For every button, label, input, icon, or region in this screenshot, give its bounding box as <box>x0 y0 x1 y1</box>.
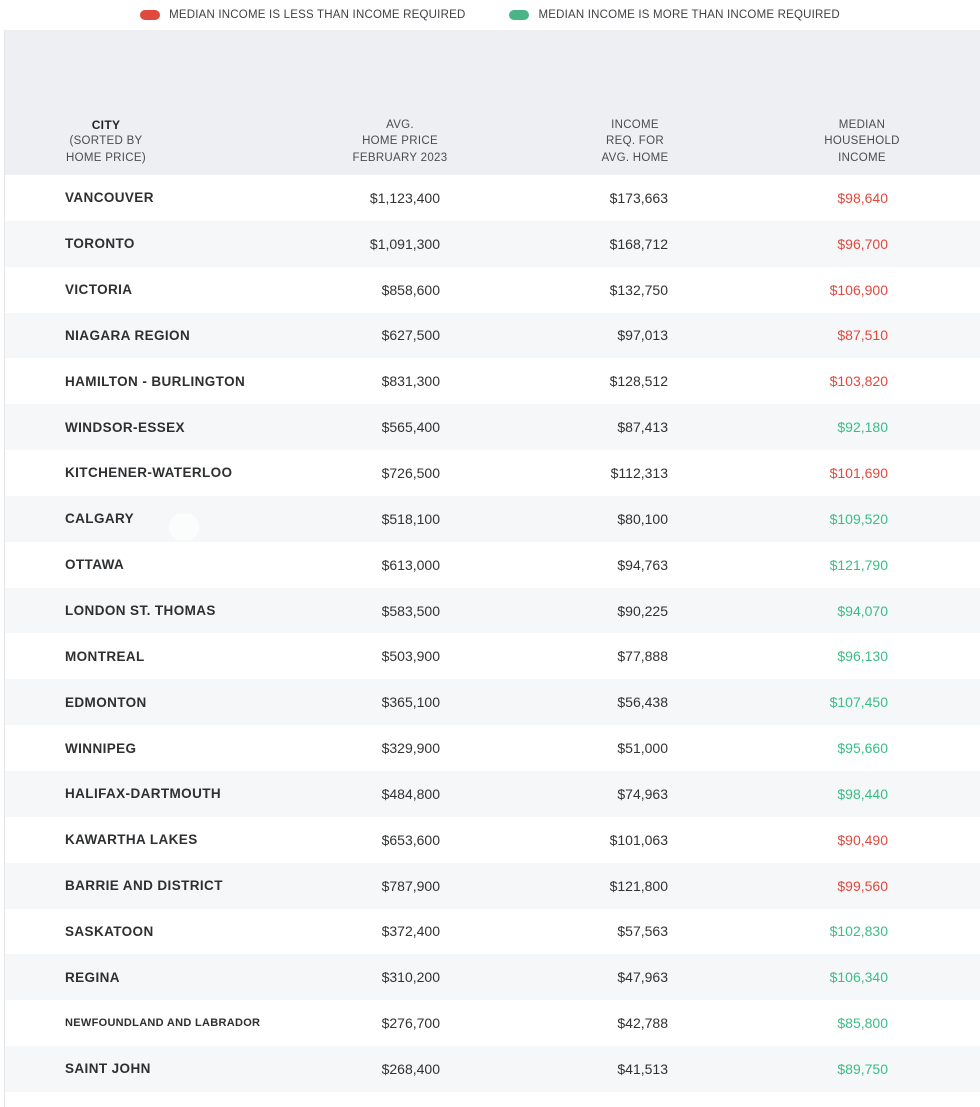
city-cell: LONDON ST. THOMAS <box>65 603 216 619</box>
avg-home-price-cell: $858,600 <box>381 281 440 298</box>
avg-home-price-cell: $565,400 <box>381 419 440 436</box>
median-income-cell: $101,690 <box>829 464 888 481</box>
median-income-cell: $106,900 <box>829 281 888 298</box>
city-cell: WINDSOR-ESSEX <box>65 419 185 435</box>
legend <box>0 0 980 30</box>
income-required-cell: $90,225 <box>617 602 668 619</box>
table-row <box>0 221 980 267</box>
income-required-cell: $80,100 <box>617 510 668 527</box>
legend-label-less: MEDIAN INCOME IS LESS THAN INCOME REQUIRED <box>169 9 466 21</box>
median-income-cell: $95,660 <box>837 740 888 757</box>
median-income-cell: $90,490 <box>837 831 888 848</box>
table-row <box>0 863 980 909</box>
median-income-cell: $85,800 <box>837 1015 888 1032</box>
median-income-cell: $96,700 <box>837 235 888 252</box>
avg-home-price-cell: $365,100 <box>381 694 440 711</box>
city-cell: KITCHENER-WATERLOO <box>65 465 233 481</box>
median-income-cell: $106,340 <box>829 969 888 986</box>
income-required-cell: $42,788 <box>617 1015 668 1032</box>
column-header-avg-home-price: AVG. HOME PRICE FEBRUARY 2023 <box>352 118 448 164</box>
legend-item-more <box>509 9 839 21</box>
median-income-cell: $98,640 <box>837 189 888 206</box>
median-income-cell: $98,440 <box>837 785 888 802</box>
city-cell: MONTREAL <box>65 648 145 664</box>
avg-home-price-cell: $518,100 <box>381 510 440 527</box>
income-required-cell: $97,013 <box>617 327 668 344</box>
table-header <box>0 30 980 175</box>
table-row <box>0 1046 980 1092</box>
median-income-cell: $109,520 <box>829 510 888 527</box>
city-cell: CALGARY <box>65 511 135 527</box>
city-cell: KAWARTHA LAKES <box>65 832 198 848</box>
table-row <box>0 771 980 817</box>
income-required-cell: $87,413 <box>617 419 668 436</box>
legend-item-less <box>140 9 465 21</box>
income-required-cell: $173,663 <box>609 189 668 206</box>
avg-home-price-cell: $1,091,300 <box>369 235 440 252</box>
legend-red-pill-icon <box>140 10 160 20</box>
table-row <box>0 817 980 863</box>
median-income-cell: $121,790 <box>829 556 888 573</box>
city-cell: VANCOUVER <box>65 190 154 206</box>
table-row <box>0 450 980 496</box>
city-cell: HAMILTON - BURLINGTON <box>65 373 246 389</box>
city-cell: VICTORIA <box>65 282 133 298</box>
table-row <box>0 358 980 404</box>
median-income-cell: $92,180 <box>837 419 888 436</box>
avg-home-price-cell: $787,900 <box>381 877 440 894</box>
city-cell: BARRIE AND DISTRICT <box>65 878 223 894</box>
column-header-income-required: INCOME REQ. FOR AVG. HOME <box>601 118 669 164</box>
avg-home-price-cell: $831,300 <box>381 373 440 390</box>
income-required-cell: $56,438 <box>617 694 668 711</box>
column-header-city-line2: (SORTED BY <box>69 135 143 147</box>
median-income-cell: $87,510 <box>837 327 888 344</box>
column-header-median-income: MEDIAN HOUSEHOLD INCOME <box>824 118 900 164</box>
avg-home-price-cell: $627,500 <box>381 327 440 344</box>
avg-home-price-cell: $268,400 <box>381 1060 440 1077</box>
avg-home-price-cell: $583,500 <box>381 602 440 619</box>
city-cell: NIAGARA REGION <box>65 327 191 343</box>
table-row <box>0 313 980 359</box>
median-income-cell: $103,820 <box>829 373 888 390</box>
table-row <box>0 954 980 1000</box>
income-required-cell: $128,512 <box>609 373 668 390</box>
avg-home-price-cell: $503,900 <box>381 648 440 665</box>
column-header-city <box>66 117 146 167</box>
cursor-artifact <box>169 514 199 540</box>
income-required-cell: $74,963 <box>617 785 668 802</box>
table-row <box>0 909 980 955</box>
table-row <box>0 633 980 679</box>
avg-home-price-cell: $329,900 <box>381 740 440 757</box>
income-required-cell: $47,963 <box>617 969 668 986</box>
income-required-cell: $94,763 <box>617 556 668 573</box>
table-row <box>0 404 980 450</box>
avg-home-price-cell: $484,800 <box>381 785 440 802</box>
table-body <box>0 175 980 1092</box>
avg-home-price-cell: $310,200 <box>381 969 440 986</box>
column-header-city-line1: CITY <box>91 117 121 132</box>
table-row <box>0 679 980 725</box>
avg-home-price-cell: $372,400 <box>381 923 440 940</box>
income-required-cell: $101,063 <box>609 831 668 848</box>
avg-home-price-cell: $726,500 <box>381 464 440 481</box>
table-row <box>0 542 980 588</box>
legend-label-more: MEDIAN INCOME IS MORE THAN INCOME REQUIRED <box>538 9 840 21</box>
city-cell: HALIFAX-DARTMOUTH <box>65 786 222 802</box>
column-header-city-line3: HOME PRICE) <box>66 151 146 164</box>
table-row <box>0 588 980 634</box>
table-row <box>0 267 980 313</box>
avg-home-price-cell: $276,700 <box>381 1015 440 1032</box>
city-cell: EDMONTON <box>65 694 147 710</box>
median-income-cell: $102,830 <box>829 923 888 940</box>
table-row <box>0 496 980 542</box>
median-income-cell: $99,560 <box>837 877 888 894</box>
city-cell: NEWFOUNDLAND AND LABRADOR <box>65 1017 261 1030</box>
income-required-cell: $41,513 <box>617 1060 668 1077</box>
income-required-cell: $77,888 <box>617 648 668 665</box>
income-required-cell: $57,563 <box>617 923 668 940</box>
median-income-cell: $89,750 <box>837 1060 888 1077</box>
income-required-cell: $112,313 <box>610 464 668 481</box>
legend-green-pill-icon <box>509 10 529 20</box>
avg-home-price-cell: $613,000 <box>381 556 440 573</box>
city-cell: TORONTO <box>65 236 135 252</box>
city-cell: OTTAWA <box>65 557 125 573</box>
income-required-cell: $51,000 <box>617 740 668 757</box>
median-income-cell: $96,130 <box>837 648 888 665</box>
city-cell: WINNIPEG <box>65 740 137 756</box>
median-income-cell: $107,450 <box>829 694 888 711</box>
city-cell: SAINT JOHN <box>65 1061 151 1077</box>
table-row <box>0 1000 980 1046</box>
city-cell: SASKATOON <box>65 923 154 939</box>
avg-home-price-cell: $1,123,400 <box>369 189 440 206</box>
avg-home-price-cell: $653,600 <box>381 831 440 848</box>
table-row <box>0 725 980 771</box>
median-income-cell: $94,070 <box>837 602 888 619</box>
city-cell: REGINA <box>65 969 120 985</box>
income-required-cell: $168,712 <box>609 235 668 252</box>
income-required-cell: $132,750 <box>609 281 668 298</box>
income-required-cell: $121,800 <box>609 877 668 894</box>
table-row <box>0 175 980 221</box>
left-edge-line <box>4 30 5 1107</box>
